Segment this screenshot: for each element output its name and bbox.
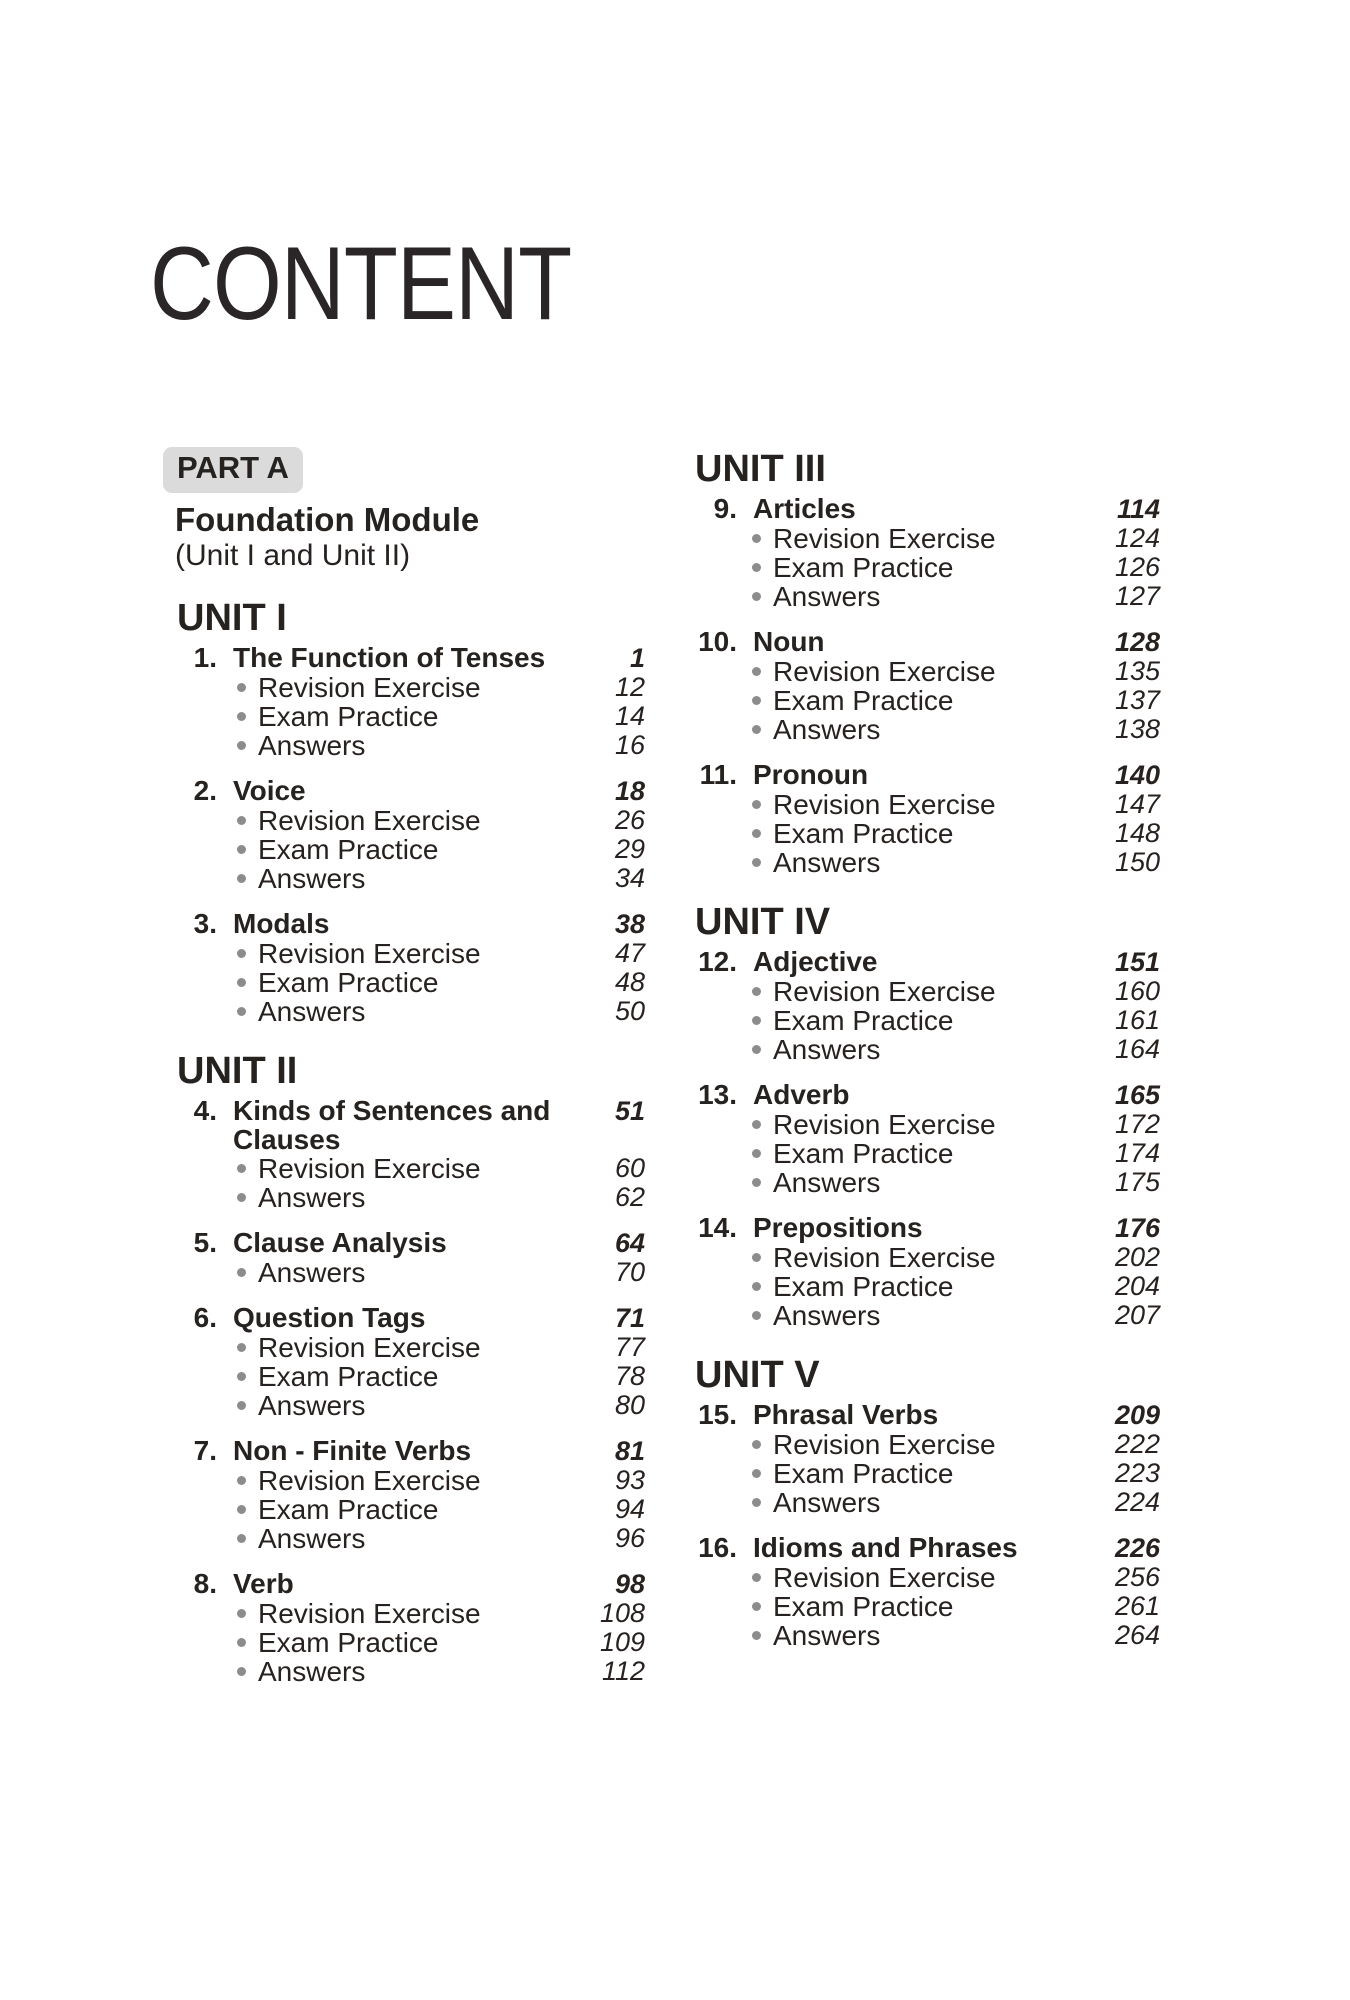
subitem-row [140, 1466, 645, 1495]
subitem-page-number: 224 [1114, 1487, 1160, 1517]
subitem-page-number: 175 [1114, 1167, 1160, 1197]
chapter-row [690, 1080, 1160, 1110]
chapter-row [140, 1436, 645, 1466]
unit-heading-unit-ii: UNIT II [177, 1050, 298, 1092]
subitem-label: Revision Exercise [773, 523, 996, 554]
chapter-page-number: 81 [614, 1436, 645, 1466]
bullet-icon [752, 1120, 761, 1129]
chapter-page-number: 1 [629, 643, 645, 673]
chapter-row [690, 760, 1160, 790]
subitem-row [140, 673, 645, 702]
bullet-icon [237, 1534, 246, 1543]
subitem-row [140, 702, 645, 731]
bullet-icon [752, 1573, 761, 1582]
subitem-page-number: 222 [1114, 1429, 1160, 1459]
subitem-page-number: 135 [1114, 656, 1160, 686]
chapter-row [140, 1228, 645, 1258]
subitem-label: Answers [258, 1390, 366, 1421]
bullet-icon [237, 874, 246, 883]
subitem-label: Answers [258, 863, 366, 894]
bullet-icon [237, 1505, 246, 1514]
chapter-entry [140, 909, 645, 1026]
subitem-label: Revision Exercise [773, 789, 996, 820]
chapter-title: Question Tags [233, 1302, 426, 1333]
chapter-number: 4. [193, 1095, 217, 1126]
bullet-icon [237, 1164, 246, 1173]
subitem-page-number: 161 [1114, 1005, 1160, 1035]
subitem-row [690, 1430, 1160, 1459]
chapter-entry [690, 627, 1160, 744]
subitem-label: Revision Exercise [773, 976, 996, 1007]
chapter-row [140, 1569, 645, 1599]
chapter-row [690, 494, 1160, 524]
subitem-row [690, 790, 1160, 819]
subitem-page-number: 264 [1114, 1620, 1160, 1650]
subitem-page-number: 137 [1114, 685, 1160, 715]
subitem-row [690, 686, 1160, 715]
chapter-title: Articles [753, 493, 856, 524]
bullet-icon [752, 1282, 761, 1291]
chapter-number: 10. [698, 626, 737, 657]
bullet-icon [752, 667, 761, 676]
subitem-label: Revision Exercise [773, 656, 996, 687]
page-title: CONTENT [150, 226, 572, 342]
subitem-page-number: 147 [1114, 789, 1160, 819]
chapter-page-number: 38 [614, 909, 645, 939]
chapter-page-number: 51 [614, 1096, 645, 1126]
subitem-page-number: 26 [614, 805, 645, 835]
subitem-row [690, 848, 1160, 877]
subitem-label: Exam Practice [773, 818, 954, 849]
chapter-entry [140, 776, 645, 893]
chapter-page-number: 140 [1114, 760, 1160, 790]
subitem-page-number: 174 [1114, 1138, 1160, 1168]
subitem-page-number: 112 [601, 1656, 645, 1686]
chapter-page-number: 18 [614, 776, 645, 806]
subitem-label: Answers [258, 730, 366, 761]
chapter-title: Adjective [753, 946, 878, 977]
subitem-label: Exam Practice [258, 967, 439, 998]
subitem-row [690, 1243, 1160, 1272]
chapter-row [140, 643, 645, 673]
part-a-badge [163, 447, 303, 493]
bullet-icon [752, 1498, 761, 1507]
subitem-label: Revision Exercise [258, 805, 481, 836]
chapter-number: 1. [193, 642, 217, 673]
bullet-icon [752, 1016, 761, 1025]
subitem-page-number: 109 [599, 1627, 645, 1657]
bullet-icon [752, 1149, 761, 1158]
subitem-page-number: 94 [614, 1494, 645, 1524]
subitem-page-number: 148 [1114, 818, 1160, 848]
subitem-page-number: 124 [1114, 523, 1160, 553]
chapter-row [690, 1533, 1160, 1563]
chapter-number: 16. [698, 1532, 737, 1563]
subitem-row [690, 1272, 1160, 1301]
bullet-icon [237, 978, 246, 987]
chapter-number: 6. [193, 1302, 217, 1333]
chapter-entry [690, 494, 1160, 611]
subitem-row [690, 715, 1160, 744]
chapter-row [690, 627, 1160, 657]
subitem-label: Exam Practice [773, 1591, 954, 1622]
chapter-number: 8. [193, 1568, 217, 1599]
bullet-icon [752, 696, 761, 705]
chapter-title: Prepositions [753, 1212, 923, 1243]
chapter-page-number: 128 [1114, 627, 1160, 657]
subitem-row [690, 1301, 1160, 1330]
chapter-entry [140, 643, 645, 760]
subitem-row [690, 1488, 1160, 1517]
subitem-label: Answers [258, 1656, 366, 1687]
bullet-icon [752, 1178, 761, 1187]
subitem-row [690, 977, 1160, 1006]
bullet-icon [237, 1667, 246, 1676]
subitem-row [690, 1139, 1160, 1168]
chapter-number: 11. [699, 759, 737, 790]
subitem-label: Revision Exercise [258, 1465, 481, 1496]
subitem-row [140, 1495, 645, 1524]
subitem-label: Exam Practice [773, 1271, 954, 1302]
chapter-row [140, 776, 645, 806]
subitem-label: Answers [258, 1182, 366, 1213]
subitem-page-number: 164 [1114, 1034, 1160, 1064]
subitem-page-number: 172 [1114, 1109, 1160, 1139]
bullet-icon [237, 1401, 246, 1410]
chapter-row [690, 1400, 1160, 1430]
bullet-icon [752, 1469, 761, 1478]
chapter-entry [140, 1569, 645, 1686]
subitem-row [140, 835, 645, 864]
subitem-row [140, 1154, 645, 1183]
chapter-entry [690, 1080, 1160, 1197]
subitem-page-number: 14 [614, 701, 645, 731]
bullet-icon [752, 1253, 761, 1262]
bullet-icon [237, 1476, 246, 1485]
subitem-label: Answers [773, 1034, 881, 1065]
unit-heading-unit-iii: UNIT III [695, 448, 826, 490]
chapter-title: Clause Analysis [233, 1227, 447, 1258]
subitem-page-number: 60 [614, 1153, 645, 1183]
subitem-label: Revision Exercise [773, 1109, 996, 1140]
chapter-number: 12. [698, 946, 737, 977]
subitem-label: Exam Practice [258, 1627, 439, 1658]
subitem-row [140, 1362, 645, 1391]
bullet-icon [237, 1007, 246, 1016]
subitem-label: Answers [773, 1300, 881, 1331]
chapter-page-number: 151 [1114, 947, 1160, 977]
subitem-page-number: 29 [614, 834, 645, 864]
chapter-row [690, 1213, 1160, 1243]
bullet-icon [752, 725, 761, 734]
chapter-page-number: 114 [1116, 494, 1160, 524]
subitem-page-number: 96 [614, 1523, 645, 1553]
subitem-page-number: 77 [614, 1332, 645, 1362]
bullet-icon [752, 1602, 761, 1611]
bullet-icon [752, 1631, 761, 1640]
chapter-number: 14. [698, 1212, 737, 1243]
subitem-label: Exam Practice [773, 552, 954, 583]
chapter-row [140, 909, 645, 939]
chapter-entry [140, 1436, 645, 1553]
chapter-entry [140, 1096, 645, 1212]
subitem-row [690, 582, 1160, 611]
subitem-row [140, 1183, 645, 1212]
subitem-row [140, 1524, 645, 1553]
subitem-label: Answers [258, 1523, 366, 1554]
subitem-page-number: 126 [1114, 552, 1160, 582]
subitem-label: Answers [773, 847, 881, 878]
unit-heading-unit-iv: UNIT IV [695, 901, 831, 943]
subitem-row [690, 1621, 1160, 1650]
part-a-label: PART A [177, 450, 289, 485]
chapter-title: The Function of Tenses [233, 642, 546, 673]
chapter-entry [140, 1228, 645, 1287]
bullet-icon [237, 712, 246, 721]
bullet-icon [237, 949, 246, 958]
subitem-row [690, 1168, 1160, 1197]
bullet-icon [752, 1045, 761, 1054]
subitem-label: Exam Practice [773, 1138, 954, 1169]
subitem-page-number: 48 [614, 967, 645, 997]
chapter-row [140, 1303, 645, 1333]
chapter-number: 13. [698, 1079, 737, 1110]
subitem-row [690, 553, 1160, 582]
subitem-row [140, 731, 645, 760]
subitem-label: Revision Exercise [258, 1332, 481, 1363]
chapter-entry [140, 1303, 645, 1420]
chapter-title: Adverb [753, 1079, 850, 1110]
subitem-page-number: 150 [1114, 847, 1160, 877]
subitem-page-number: 108 [599, 1598, 645, 1628]
subitem-page-number: 16 [614, 730, 645, 760]
part-title: Foundation Module [175, 501, 480, 538]
bullet-icon [237, 816, 246, 825]
chapter-title: Idioms and Phrases [753, 1532, 1018, 1563]
bullet-icon [752, 987, 761, 996]
chapter-title: Pronoun [753, 759, 869, 790]
subitem-label: Answers [773, 581, 881, 612]
subitem-label: Answers [773, 1167, 881, 1198]
subitem-row [140, 968, 645, 997]
subitem-label: Answers [258, 996, 366, 1027]
bullet-icon [237, 1638, 246, 1647]
chapter-entry [690, 760, 1160, 877]
subitem-page-number: 261 [1114, 1591, 1160, 1621]
chapter-number: 7. [193, 1435, 217, 1466]
bullet-icon [752, 534, 761, 543]
subitem-label: Answers [773, 1487, 881, 1518]
subitem-page-number: 12 [614, 672, 645, 702]
subitem-row [690, 1459, 1160, 1488]
subitem-row [140, 1391, 645, 1420]
chapter-entry [690, 1213, 1160, 1330]
chapter-number: 15. [698, 1399, 737, 1430]
right-column [690, 440, 1160, 1702]
bullet-icon [237, 1343, 246, 1352]
subitem-page-number: 138 [1114, 714, 1160, 744]
bullet-icon [752, 858, 761, 867]
subitem-page-number: 207 [1114, 1300, 1160, 1330]
subitem-row [690, 1563, 1160, 1592]
bullet-icon [237, 1609, 246, 1618]
chapter-title: Phrasal Verbs [753, 1399, 939, 1430]
subitem-label: Exam Practice [258, 701, 439, 732]
bullet-icon [752, 829, 761, 838]
chapter-page-number: 98 [614, 1569, 645, 1599]
subitem-row [690, 1035, 1160, 1064]
subitem-row [140, 864, 645, 893]
subitem-label: Exam Practice [773, 685, 954, 716]
subitem-label: Exam Practice [258, 1361, 439, 1392]
subitem-label: Revision Exercise [258, 672, 481, 703]
bullet-icon [752, 563, 761, 572]
subitem-label: Revision Exercise [773, 1429, 996, 1460]
chapter-page-number: 176 [1114, 1213, 1160, 1243]
subitem-label: Exam Practice [773, 1005, 954, 1036]
subitem-page-number: 202 [1114, 1242, 1160, 1272]
bullet-icon [237, 1268, 246, 1277]
subitem-label: Revision Exercise [258, 1153, 481, 1184]
subitem-label: Revision Exercise [258, 1598, 481, 1629]
subitem-page-number: 34 [614, 863, 645, 893]
subitem-page-number: 70 [614, 1257, 645, 1287]
chapter-entry [690, 1400, 1160, 1517]
bullet-icon [752, 1311, 761, 1320]
subitem-label: Exam Practice [258, 1494, 439, 1525]
toc-columns [140, 440, 1160, 1702]
subitem-page-number: 160 [1114, 976, 1160, 1006]
chapter-row [690, 947, 1160, 977]
subitem-page-number: 62 [614, 1182, 645, 1212]
bullet-icon [752, 592, 761, 601]
chapter-title: Voice [233, 775, 306, 806]
subitem-page-number: 47 [614, 938, 645, 968]
subitem-row [690, 1006, 1160, 1035]
chapter-title: Non - Finite Verbs [233, 1435, 472, 1466]
subitem-label: Revision Exercise [773, 1242, 996, 1273]
subitem-row [140, 1333, 645, 1362]
subitem-row [140, 997, 645, 1026]
unit-heading-unit-v: UNIT V [695, 1354, 820, 1396]
bullet-icon [237, 1193, 246, 1202]
bullet-icon [237, 683, 246, 692]
subitem-row [140, 1258, 645, 1287]
subitem-label: Exam Practice [258, 834, 439, 865]
chapter-title: Modals [233, 908, 330, 939]
subitem-page-number: 78 [614, 1361, 645, 1391]
subitem-row [140, 939, 645, 968]
chapter-number: 3. [193, 908, 217, 939]
chapter-page-number: 64 [614, 1228, 645, 1258]
subitem-page-number: 256 [1114, 1562, 1160, 1592]
part-subtitle: (Unit I and Unit II) [175, 539, 411, 572]
left-column [140, 440, 645, 1702]
bullet-icon [237, 1372, 246, 1381]
chapter-page-number: 226 [1114, 1533, 1160, 1563]
subitem-label: Answers [258, 1257, 366, 1288]
subitem-row [140, 1628, 645, 1657]
unit-heading-unit-i: UNIT I [177, 597, 287, 639]
subitem-row [690, 524, 1160, 553]
bullet-icon [237, 741, 246, 750]
chapter-page-number: 71 [614, 1303, 645, 1333]
chapter-entry [690, 947, 1160, 1064]
chapter-number: 9. [713, 493, 737, 524]
subitem-label: Revision Exercise [258, 938, 481, 969]
subitem-row [690, 657, 1160, 686]
subitem-label: Exam Practice [773, 1458, 954, 1489]
chapter-page-number: 209 [1114, 1400, 1160, 1430]
chapter-entry [690, 1533, 1160, 1650]
subitem-row [690, 1592, 1160, 1621]
bullet-icon [752, 800, 761, 809]
bullet-icon [237, 845, 246, 854]
subitem-row [690, 1110, 1160, 1139]
chapter-title: Verb [233, 1568, 294, 1599]
subitem-row [690, 819, 1160, 848]
subitem-page-number: 93 [614, 1465, 645, 1495]
chapter-title: Noun [753, 626, 825, 657]
subitem-page-number: 50 [614, 996, 645, 1026]
chapter-page-number: 165 [1114, 1080, 1160, 1110]
subitem-page-number: 80 [614, 1390, 645, 1420]
chapter-number: 5. [193, 1227, 217, 1258]
subitem-page-number: 223 [1114, 1458, 1160, 1488]
subitem-page-number: 127 [1114, 581, 1160, 611]
subitem-label: Answers [773, 1620, 881, 1651]
subitem-row [140, 1599, 645, 1628]
chapter-row [140, 1096, 645, 1154]
chapter-number: 2. [193, 775, 217, 806]
subitem-label: Answers [773, 714, 881, 745]
subitem-label: Revision Exercise [773, 1562, 996, 1593]
bullet-icon [752, 1440, 761, 1449]
subitem-page-number: 204 [1114, 1271, 1160, 1301]
chapter-title: Kinds of Sentences and Clauses [233, 1095, 551, 1155]
subitem-row [140, 806, 645, 835]
subitem-row [140, 1657, 645, 1686]
